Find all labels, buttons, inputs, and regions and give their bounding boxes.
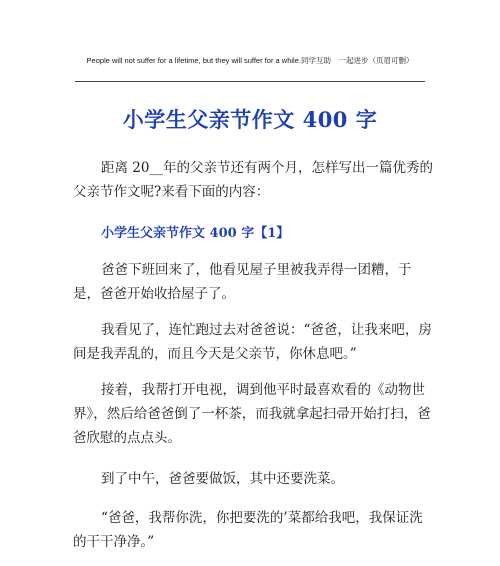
paragraph-5: “爸爸，我帮你洗，你把要洗的’菜都给我吧，我保证洗的干干净净。”	[73, 510, 423, 550]
header-english: People will not suffer for a lifetime, but they will suffer for a while.	[86, 56, 301, 65]
paragraph-1: 爸爸下班回来了，他看见屋子里被我弄得一团糟，于是，爸爸开始收拾屋子了。	[73, 262, 412, 302]
header-chinese: 同学互助 一起进步（页眉可删）	[300, 56, 414, 65]
section-subtitle: 小学生父亲节作文 400 字【1】	[101, 226, 290, 241]
header-rule	[75, 81, 425, 82]
paragraph-4: 到了中午，爸爸要做饭，其中还要洗菜。	[101, 471, 344, 487]
paragraph-2: 我看见了，连忙跑过去对爸爸说：“爸爸，让我来吧，房间是我弄乱的，而且今天是父亲节，你休息吧。”	[73, 322, 432, 362]
page-header	[0, 56, 500, 66]
paragraph-intro: 距离 20__年的父亲节还有两个月，怎样写出一篇优秀的父亲节作文呢?来看下面的内容：	[73, 160, 433, 200]
paragraph-3: 接着，我帮打开电视，调到他平时最喜欢看的《动物世界》，然后给爸爸倒了一杯茶，而我就拿起扫帚开始打扫，爸爸欣慰的点点头。	[73, 382, 431, 446]
document-title: 小学生父亲节作文 400 字	[122, 107, 378, 132]
